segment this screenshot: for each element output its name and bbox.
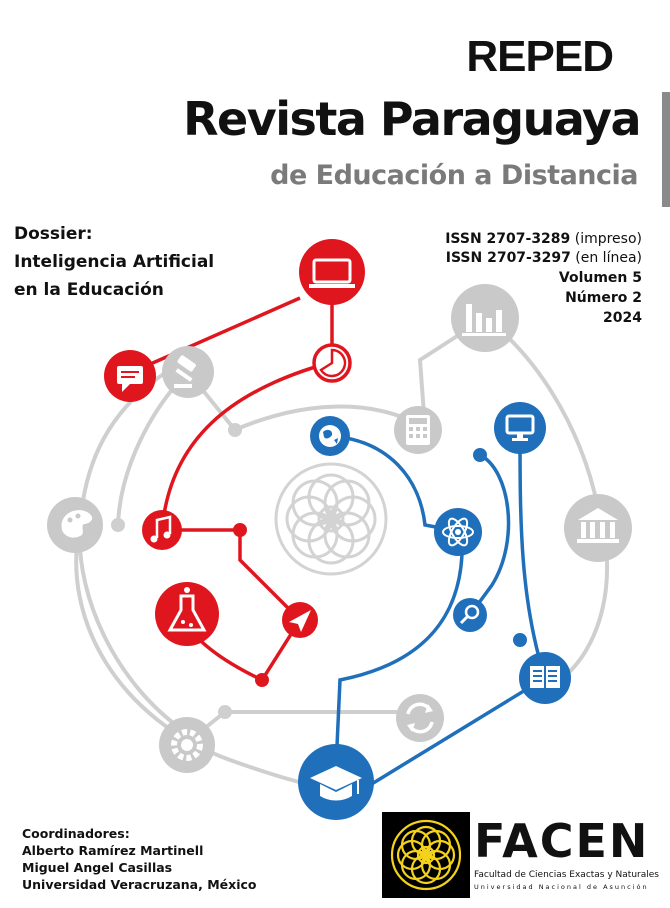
pie-chart-icon <box>314 345 350 381</box>
paper-plane-icon <box>282 602 318 638</box>
volume-label: Volumen 5 <box>558 270 642 286</box>
flower-logo-icon <box>382 812 470 898</box>
dossier-label: Dossier: <box>14 224 93 244</box>
journal-acronym: REPED <box>466 32 613 81</box>
issn-print-type: (impreso) <box>574 231 642 247</box>
graduation-cap-icon <box>298 744 374 820</box>
monitor-icon <box>494 402 546 454</box>
issn-online-number: ISSN 2707-3297 <box>445 250 571 266</box>
coordinator-affiliation: Universidad Veracruzana, México <box>22 877 257 892</box>
journal-title: Revista Paraguaya <box>183 92 640 146</box>
coordinator-name: Alberto Ramírez Martinell <box>22 843 204 858</box>
facen-university-name: Universidad Nacional de Asunción <box>474 883 649 891</box>
flask-icon <box>155 582 219 646</box>
facen-faculty-name: Facultad de Ciencias Exactas y Naturales <box>474 870 659 880</box>
issn-online-type: (en línea) <box>575 250 642 266</box>
calculator-icon <box>394 406 442 454</box>
journal-subtitle: de Educación a Distancia <box>270 160 638 191</box>
globe-icon <box>310 416 350 456</box>
chat-icon <box>104 350 156 402</box>
year-label: 2024 <box>603 310 642 326</box>
issn-print-number: ISSN 2707-3289 <box>445 231 571 247</box>
palette-icon <box>47 497 103 553</box>
dossier-topic-line1: Inteligencia Artificial <box>14 252 215 272</box>
gear-icon <box>159 717 215 773</box>
gavel-icon <box>162 346 214 398</box>
coordinator-name: Miguel Angel Casillas <box>22 860 173 875</box>
music-icon <box>142 510 182 550</box>
bank-icon <box>564 494 632 562</box>
atom-icon <box>434 508 482 556</box>
bar-chart-icon <box>451 284 519 352</box>
dossier-topic-line2: en la Educación <box>14 280 164 300</box>
number-label: Número 2 <box>565 290 642 306</box>
gray-paths <box>76 318 607 790</box>
central-flower-icon <box>276 464 386 574</box>
laptop-icon <box>299 239 365 305</box>
connector-dots <box>111 423 527 719</box>
facen-logo-box <box>382 812 470 898</box>
book-icon <box>519 652 571 704</box>
facen-logo-word: FACEN <box>474 814 650 868</box>
refresh-icon <box>396 694 444 742</box>
magnifier-icon <box>453 598 487 632</box>
coordinators-heading: Coordinadores: <box>22 826 130 841</box>
